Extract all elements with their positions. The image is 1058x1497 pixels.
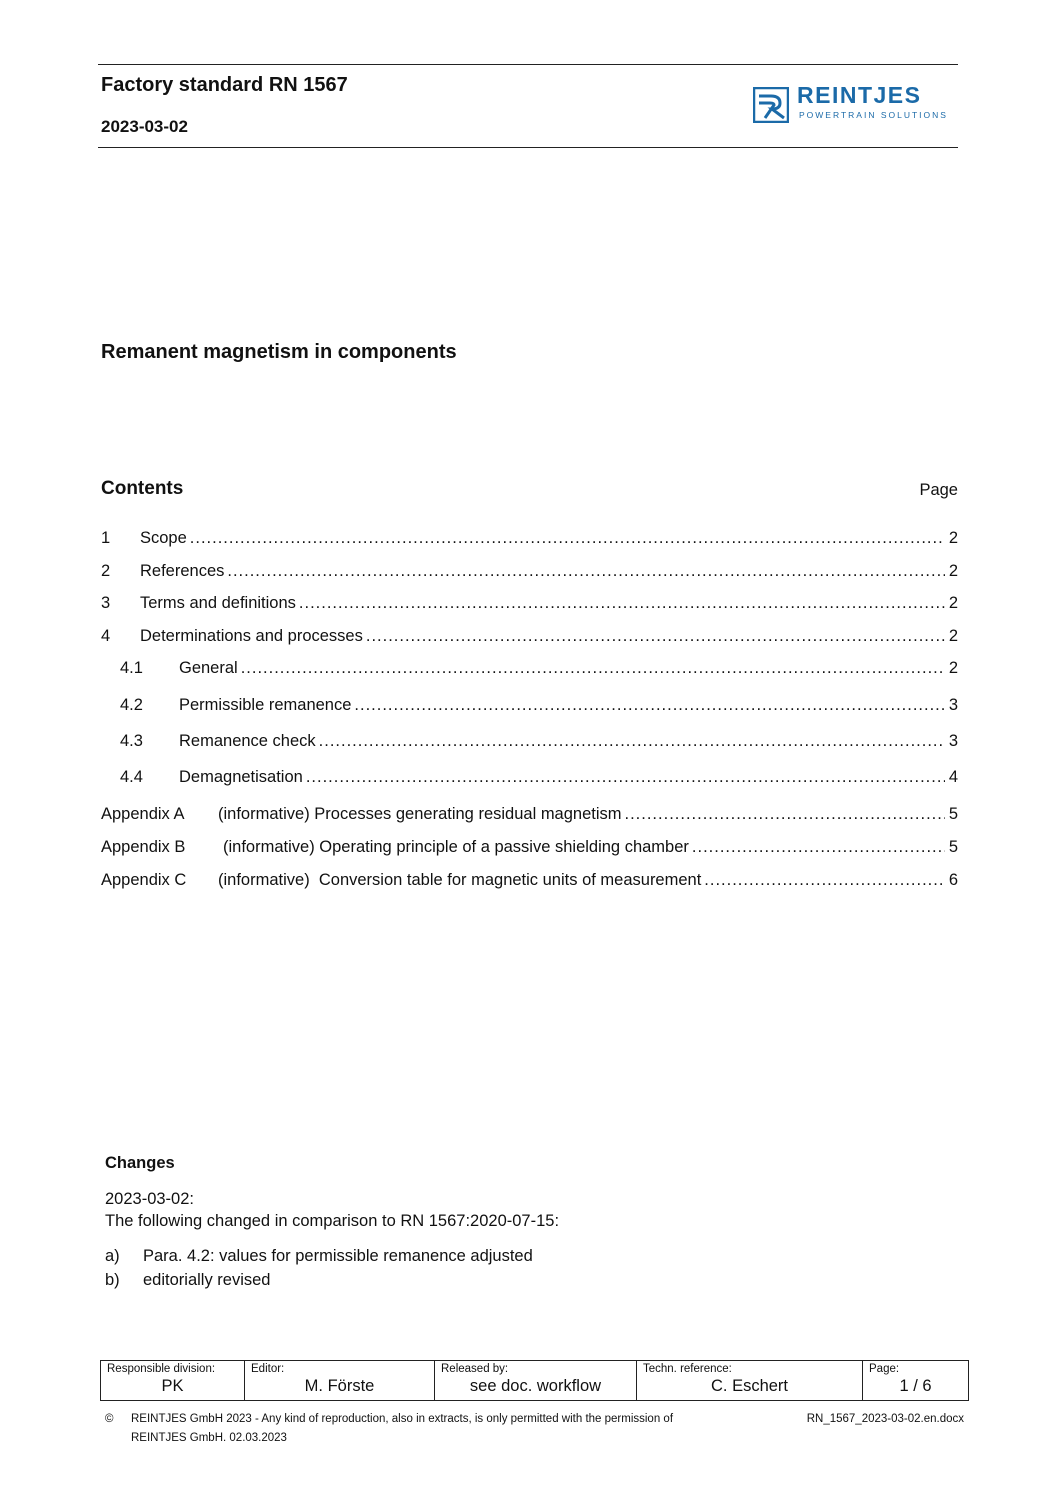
changes-date: 2023-03-02: <box>105 1190 194 1208</box>
footer-label: Released by: <box>441 1363 509 1375</box>
toc-page-number: 5 <box>948 805 958 823</box>
toc-number: 4.1 <box>120 659 143 677</box>
logo-tagline: POWERTRAIN SOLUTIONS <box>799 110 948 120</box>
changes-item-text: Para. 4.2: values for permissible remanence adjusted <box>143 1247 533 1265</box>
toc-label: Terms and definitions <box>140 594 296 612</box>
toc-page-number: 5 <box>948 838 958 856</box>
toc-page-number: 2 <box>948 594 958 612</box>
footer-cell-responsible-division <box>101 1361 245 1401</box>
changes-item-text: editorially revised <box>143 1271 271 1289</box>
changes-item-marker: a) <box>105 1247 120 1265</box>
toc-leader-dots <box>704 869 945 891</box>
toc-entry-demagnetisation[interactable] <box>101 766 958 788</box>
reintjes-logo <box>753 82 958 124</box>
footer-value: C. Eschert <box>710 1377 789 1395</box>
document-title: Remanent magnetism in components <box>101 341 457 363</box>
toc-leader-dots <box>692 836 945 858</box>
toc-page-number: 6 <box>948 871 958 889</box>
toc-page-number: 2 <box>948 659 958 677</box>
toc-page-number: 4 <box>948 768 958 786</box>
toc-leader-dots <box>354 694 944 716</box>
toc-label: Permissible remanence <box>179 696 352 714</box>
header-top-rule <box>98 64 958 65</box>
toc-number: 4.3 <box>120 732 143 750</box>
toc-number: 4 <box>101 627 111 645</box>
toc-number: Appendix B <box>101 838 186 856</box>
footer-value: 1 / 6 <box>899 1377 932 1395</box>
toc-label: Remanence check <box>179 732 316 750</box>
footer-label: Responsible division: <box>107 1363 216 1375</box>
toc-label: Scope <box>140 529 187 547</box>
toc-page-number: 3 <box>948 732 958 750</box>
footer-value: see doc. workflow <box>469 1377 602 1395</box>
reintjes-logo-icon <box>753 87 789 123</box>
toc-page-number: 2 <box>948 562 958 580</box>
footer-cell-techn-reference <box>637 1361 863 1401</box>
footer-value: M. Förste <box>304 1377 375 1395</box>
copyright-text: REINTJES GmbH 2023 - Any kind of reproduction, also in extracts, is only permitted with the permission of REINTJES GmbH. 02.03.2023 <box>131 1413 674 1444</box>
toc-number: Appendix A <box>101 805 185 823</box>
changes-heading: Changes <box>105 1154 175 1172</box>
toc-label: References <box>140 562 225 580</box>
toc-entry-terms[interactable] <box>101 592 958 614</box>
toc-number: 4.2 <box>120 696 143 714</box>
toc-number: 4.4 <box>120 768 143 786</box>
document-filename: RN_1567_2023-03-02.en.docx <box>806 1413 964 1425</box>
toc-entry-permissible-remanence[interactable] <box>101 694 958 716</box>
contents-page-heading: Page <box>919 481 958 499</box>
toc-label: Determinations and processes <box>140 627 363 645</box>
toc-leader-dots <box>319 730 945 752</box>
toc-leader-dots <box>190 527 945 549</box>
toc-entry-appendix-c[interactable] <box>101 869 958 891</box>
document-standard-title: Factory standard RN 1567 <box>101 74 348 96</box>
logo-wordmark: REINTJES <box>797 82 922 108</box>
document-date: 2023-03-02 <box>101 117 188 136</box>
footer-value: PK <box>161 1377 184 1395</box>
copyright-symbol: © <box>105 1413 114 1425</box>
footer-cell-released-by <box>435 1361 637 1401</box>
toc-number: Appendix C <box>101 871 187 889</box>
toc-number: 2 <box>101 562 111 580</box>
toc-entry-appendix-b[interactable] <box>101 836 958 858</box>
changes-item-marker: b) <box>105 1271 120 1289</box>
toc-page-number: 3 <box>948 696 958 714</box>
toc-label: (informative) Conversion table for magnetic units of measurement <box>218 871 702 889</box>
toc-leader-dots <box>227 560 944 582</box>
toc-number: 3 <box>101 594 111 612</box>
toc-entry-scope[interactable] <box>101 527 958 549</box>
toc-label: General <box>179 659 238 677</box>
toc-label: (informative) Processes generating residual magnetism <box>218 805 622 823</box>
toc-entry-references[interactable] <box>101 560 958 582</box>
toc-leader-dots <box>366 625 945 647</box>
toc-entry-appendix-a[interactable] <box>101 803 958 825</box>
footer-label: Techn. reference: <box>643 1363 732 1375</box>
toc-leader-dots <box>299 592 945 614</box>
toc-number: 1 <box>101 529 111 547</box>
contents-heading: Contents <box>101 478 184 499</box>
toc-label: Demagnetisation <box>179 768 303 786</box>
changes-intro: The following changed in comparison to RN 1567:2020-07-15: <box>105 1212 560 1230</box>
toc-page-number: 2 <box>948 627 958 645</box>
toc-label: (informative) Operating principle of a passive shielding chamber <box>223 838 689 856</box>
toc-entry-remanence-check[interactable] <box>101 730 958 752</box>
toc-leader-dots <box>625 803 945 825</box>
footer-cell-page <box>863 1361 969 1401</box>
toc-entry-general[interactable] <box>101 657 958 679</box>
footer-info-table <box>100 1360 969 1401</box>
toc-entry-determinations[interactable] <box>101 625 958 647</box>
footer-label: Editor: <box>251 1363 285 1375</box>
toc-leader-dots <box>306 766 945 788</box>
footer-label: Page: <box>869 1363 900 1375</box>
footer-cell-editor <box>245 1361 435 1401</box>
toc-leader-dots <box>241 657 945 679</box>
toc-page-number: 2 <box>948 529 958 547</box>
header-bottom-rule <box>98 147 958 148</box>
